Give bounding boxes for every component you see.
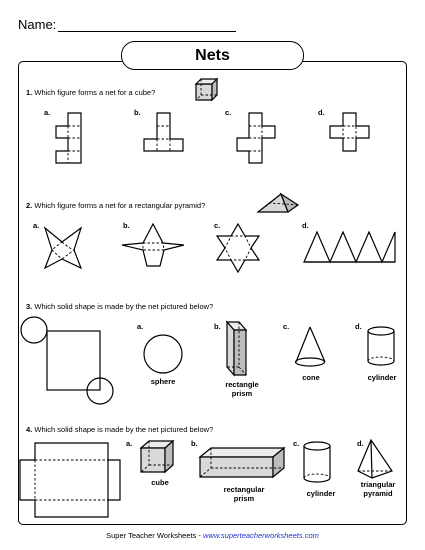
q4-net — [20, 443, 120, 517]
q4-answer-cylinder: cylinder — [306, 489, 336, 498]
q3-prism-shape[interactable] — [227, 322, 246, 375]
q2-option-b-label: b. — [123, 221, 130, 230]
q1-net-a[interactable] — [56, 113, 81, 163]
q3-answer-sphere: sphere — [150, 377, 176, 386]
q3-cylinder-shape[interactable] — [368, 327, 394, 365]
footer: Super Teacher Worksheets - www.superteacherworksheets.com — [106, 531, 319, 540]
question-2: 2. Which figure forms a net for a rectangular pyramid? — [26, 201, 206, 210]
q3-answer-cylinder: cylinder — [367, 373, 397, 382]
q4-cylinder-shape[interactable] — [304, 442, 330, 482]
q1-option-b-label: b. — [134, 108, 141, 117]
q2-option-a-label: a. — [33, 221, 40, 230]
q1-net-c[interactable] — [237, 113, 275, 163]
q4-option-c-label: c. — [293, 439, 300, 448]
q2-option-c-label: c. — [214, 221, 221, 230]
q4-answer-cube: cube — [151, 478, 169, 487]
q4-option-a-label: a. — [126, 439, 133, 448]
q1-net-b[interactable] — [144, 113, 183, 151]
q3-net — [21, 317, 113, 404]
q2-net-b[interactable] — [122, 224, 184, 266]
q2-net-c[interactable] — [217, 224, 259, 272]
footer-link[interactable]: www.superteacherworksheets.com — [202, 531, 319, 540]
name-label: Name: — [18, 17, 57, 32]
q4-pyramid-shape[interactable] — [358, 440, 392, 478]
question-1: 1. Which figure forms a net for a cube? — [26, 88, 156, 97]
q3-option-d-label: d. — [355, 322, 362, 331]
q2-option-d-label: d. — [302, 221, 309, 230]
question-3: 3. Which solid shape is made by the net pictured below? — [26, 302, 214, 311]
page-title: Nets — [121, 41, 304, 70]
q4-option-d-label: d. — [357, 439, 364, 448]
q1-option-d-label: d. — [318, 108, 325, 117]
q3-option-b-label: b. — [214, 322, 221, 331]
q4-cube-shape[interactable] — [141, 441, 173, 472]
q3-sphere-shape[interactable] — [144, 335, 182, 373]
q1-option-c-label: c. — [225, 108, 232, 117]
q1-option-a-label: a. — [44, 108, 51, 117]
q3-option-c-label: c. — [283, 322, 290, 331]
q2-net-d[interactable] — [304, 232, 395, 262]
q4-answer-triangular-pyramid: triangular pyramid — [360, 480, 396, 498]
question-4: 4. Which solid shape is made by the net pictured below? — [26, 425, 214, 434]
q2-net-a[interactable] — [45, 228, 81, 268]
q4-answer-rectangular-prism: rectangular prism — [223, 485, 265, 503]
q4-prism-shape[interactable] — [200, 448, 284, 477]
q3-cone-shape[interactable] — [296, 327, 326, 366]
q3-answer-cone: cone — [302, 373, 320, 382]
q1-cube-icon — [196, 79, 217, 100]
q2-pyramid-icon — [258, 194, 298, 212]
q1-net-d[interactable] — [330, 113, 369, 151]
q3-answer-rectangle-prism: rectangle prism — [225, 380, 259, 398]
q3-option-a-label: a. — [137, 322, 144, 331]
q4-option-b-label: b. — [191, 439, 198, 448]
